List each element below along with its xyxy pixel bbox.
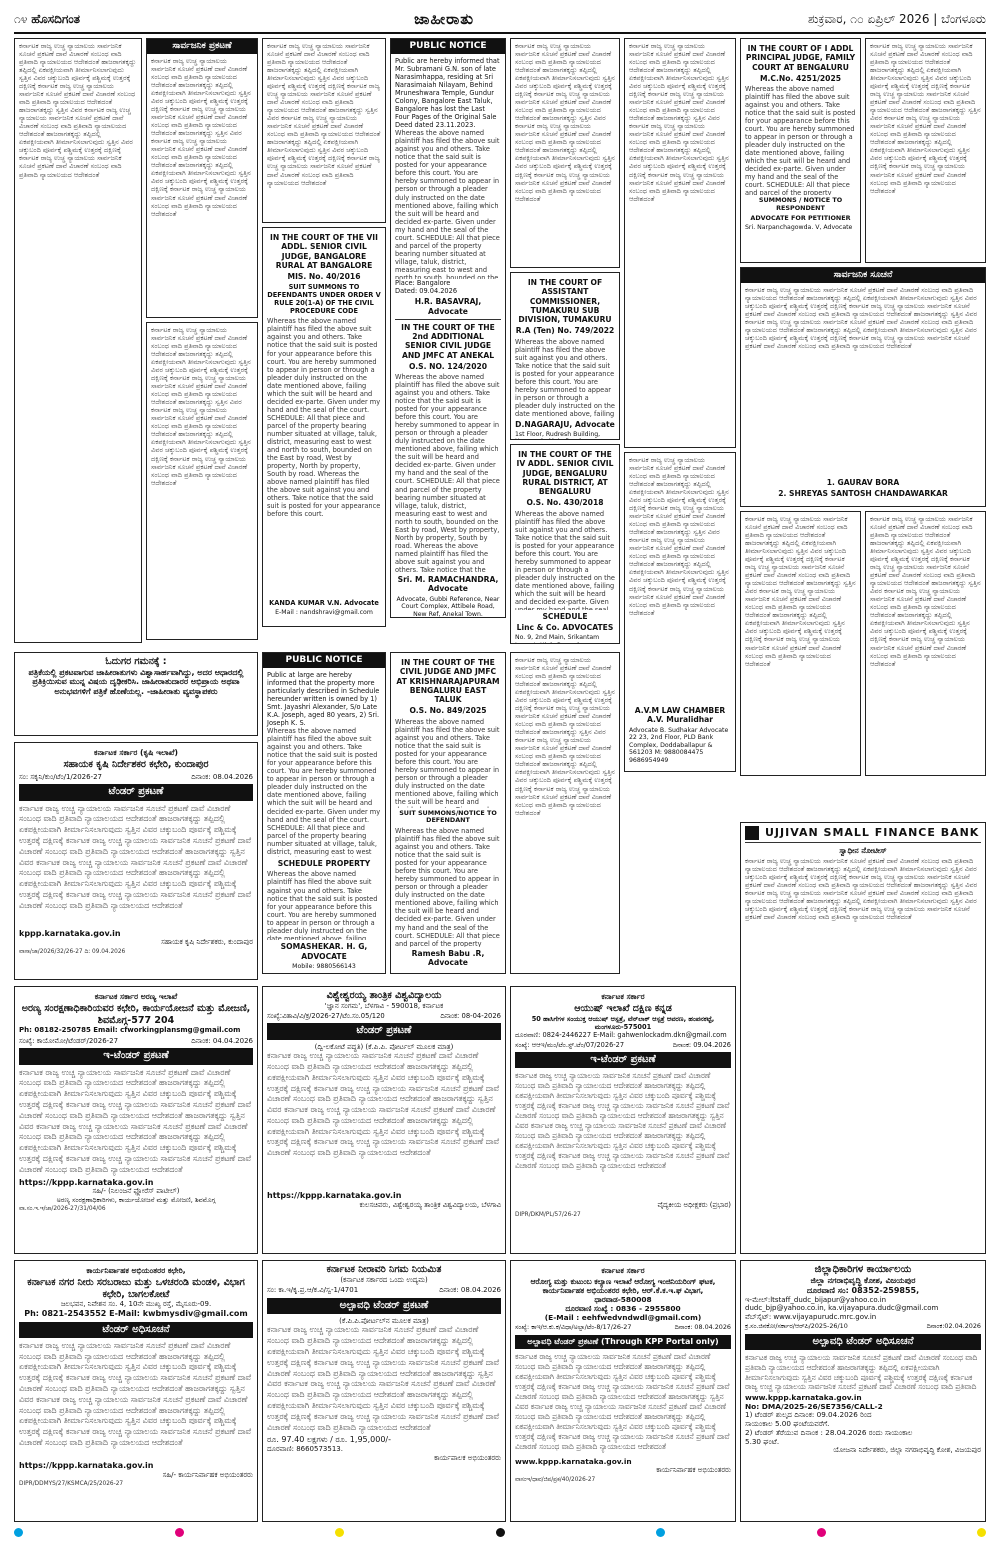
masthead-left	[14, 12, 80, 27]
tender-ddpi: DIPR/DDMYS/27/KSMCA/25/2026-27	[19, 1481, 124, 1488]
tender-website[interactable]: www.kppp.karnataka.gov.in	[515, 1456, 632, 1466]
advocate-address: 1st Floor, Rudresh Building,	[515, 430, 601, 438]
tender-ref-row	[19, 1037, 253, 1046]
notice-body	[395, 129, 501, 279]
case-number: R.A (Ten) No. 749/2022	[515, 326, 615, 336]
tender-shivamogga	[14, 986, 258, 1256]
reg-dot	[977, 1528, 986, 1537]
tender-phone: ದೂರವಾಣಿ ಸಂ: 08352-259855,	[806, 1285, 920, 1295]
notice-body	[629, 456, 731, 704]
notice-body	[267, 727, 381, 857]
tender-ayush	[510, 986, 736, 1256]
tender-signatory: ಕುಲಸಚಿವರು, ವಿಶ್ವೇಶ್ವರಯ್ಯ ತಾಂತ್ರಿಕ ವಿಶ್ವವಿದ್ಯಾಲಯ, ಬೆಳಗಾವಿ	[359, 1200, 501, 1209]
tender-subtitle: (ಕರ್ನಾಟಕ ಸರ್ಕಾರದ ಒಂದು ಉದ್ಯಮ)	[340, 1275, 428, 1284]
tender-band: ಅಲ್ಪಾವಧಿ ಟೆಂಡರ್ ಪ್ರಕಟಣೆ (Through KPP Portal only)	[515, 1335, 731, 1349]
notice-body	[745, 857, 981, 1242]
advocate-address: No. 9, 2nd Main, Srikantam	[515, 634, 600, 641]
signatory-1: 1. GAURAV BORA	[826, 477, 900, 487]
reg-dot	[817, 1528, 826, 1537]
tender-gov: ಕರ್ನಾಟಕ ಸರ್ಕಾರ	[601, 992, 645, 1001]
notice-kannada-11	[510, 652, 620, 974]
notice-body	[870, 42, 981, 260]
tender-phone: ದೂರವಾಣಿ ಸಂಖ್ಯೆ : 0836 - 2955800	[565, 1304, 681, 1314]
tender-item: ಸಾಯಂಕಾಲ 5.00 ಘಂಟೆಯವರೆಗೆ.	[745, 1419, 830, 1429]
column-7-top	[740, 38, 986, 267]
advocate-name: A.V.M LAW CHAMBER A.V. Muralidhar	[634, 706, 726, 725]
tender-office: ಜಿಲ್ಲಾಧಿಕಾರಿಗಳ ಕಾರ್ಯಾಲಯ	[814, 1264, 912, 1275]
tender-band: ಅಲ್ಪಾವಧಿ ಟೆಂಡರ್ ಪ್ರಕಟಣೆ	[267, 1298, 501, 1314]
notice-kannada-6	[624, 38, 736, 448]
tender-ref-row	[267, 1012, 501, 1020]
reader-note-box	[14, 652, 258, 736]
notice-body	[745, 85, 856, 195]
reg-dot	[335, 1528, 344, 1537]
tender-box	[510, 1260, 736, 1522]
tender-body	[515, 1071, 731, 1201]
tender-box	[262, 1260, 506, 1522]
tender-signatory-2: ಅರಣ್ಯ ಸಂರಕ್ಷಣಾಧಿಕಾರಿಗಳು, ಕಾರ್ಯಯೋಜನೆ ಮತ್ತು ಮೋಜಣಿ, ಶಿವಮೊಗ್ಗ	[56, 1195, 216, 1204]
summons-heading: SUIT SUMMONS TO DEFENDANTS UNDER ORDER V RULE 20(1-A) OF THE CIVIL PROCEDURE CODE	[267, 283, 381, 316]
advocate-name: KANDA KUMAR V.N. Advocate	[269, 599, 379, 608]
advocate-mobile: Mobile: 9880566143	[292, 962, 356, 970]
court-title: IN THE COURT OF THE CIVIL JUDGE AND JMFC AT KRISHNARAJAPURAM BENGALURU EAST TALUK	[396, 658, 500, 704]
tender-gov: ಕರ್ನಾಟಕ ಸರ್ಕಾರ (ಕೃಷಿ ಇಲಾಖೆ)	[94, 748, 178, 757]
tender-kwsdb	[14, 1260, 258, 1524]
section-title: ಜಾಹೀರಾತು	[414, 10, 475, 28]
tender-date: ದಿನಾಂಕ: 09.04.2026	[672, 1040, 731, 1049]
advocate-address: Advocate B. Sudhakar Advocate 22 23, 2nd Floor, PLD Bank Complex, Doddaballapur & 561203 M: 9880084475 9686954949	[629, 726, 729, 764]
tender-date: ದಿನಾಂಕ: 08.04.2026	[674, 1323, 731, 1332]
tender-item: 2) ಟೆಂಡರ್ ತೆರೆಯುವ ದಿನಾಂಕ : 28.04.2026 ರಂದು ಸಾಯಂಕಾಲ	[745, 1427, 913, 1437]
tender-kundapura	[14, 742, 258, 982]
tender-ddpi: DIPR/DKM/PL/57/26-27	[515, 1211, 581, 1218]
tender-emd: ರೂ. 1,95,000/-	[335, 1435, 392, 1445]
tender-ref-row	[267, 1286, 501, 1295]
tender-vtu	[262, 986, 506, 1256]
column-3	[262, 38, 386, 650]
tender-item: 1) ಟೆಂಡರ್ ಶುಲ್ಕದ ದಿನಾಂಕ: 09.04.2026 ರಿಂದ	[745, 1410, 872, 1420]
tender-box	[14, 986, 258, 1254]
advocate-label: ADVOCATE FOR PETITIONER	[750, 213, 851, 222]
tender-vijayapura	[740, 1260, 986, 1524]
notice-body	[151, 326, 253, 636]
notice-date: Dated: 09.04.2026	[395, 287, 458, 296]
tender-office: ಸಹಾಯಕ ಕೃಷಿ ನಿರ್ದೇಶಕರ ಕಛೇರಿ, ಕುಂದಾಪುರ	[63, 759, 209, 771]
bank-header	[745, 826, 981, 843]
tender-phone: ದೂರವಾಣಿ: 8660573513.	[267, 1445, 343, 1454]
court-title: IN THE COURT OF THE IV ADDL. SENIOR CIVIL JUDGE, BENGALURU RURAL DISTRICT, AT BENGALURU	[516, 450, 614, 496]
tender-university: ವಿಶ್ವೇಶ್ವರಯ್ಯ ತಾಂತ್ರಿಕ ವಿಶ್ವವಿದ್ಯಾಲಯ	[326, 990, 442, 1001]
tender-date: ದಿನಾಂಕ: 08.04.2026	[191, 772, 253, 781]
tender-date: ದಿನಾಂಕ: 08.04.2026	[439, 1286, 501, 1295]
case-number: MIS. No. 40/2016	[287, 272, 361, 281]
notice-iv-addl	[510, 444, 620, 644]
tender-phone: ದೂರವಾಣಿ: 0824-2446227 E-Mail: gahwenlockadm.dkn@gmail.com	[515, 1030, 727, 1039]
schedule-heading: SCHEDULE	[542, 611, 588, 621]
court-title: IN THE COURT OF THE 2nd ADDITIONAL SENIOR CIVIL JUDGE AND JMFC AT ANEKAL	[401, 322, 495, 360]
tender-ddpi: ವಾ.ಸಂ.ಇ.ಇ/ಜಾ/2026-27/31/04/06	[19, 1205, 106, 1212]
tender-subtitle: ಜಿಲ್ಲಾ ನಗರಾಭಿವೃದ್ಧಿ ಕೋಶ, ವಿಜಯಪುರ	[810, 1276, 916, 1286]
tender-ref-row	[515, 1041, 731, 1049]
tender-signatory: ಸಹಿ/- ಕಾರ್ಯನಿರ್ವಾಹಕ ಅಭಿಯಂತರರು	[162, 1470, 253, 1479]
signatory-2: 2. SHREYAS SANTOSH CHANDAWARKAR	[778, 489, 948, 499]
notice-body	[515, 510, 615, 610]
advocate-email: E-Mail : nandshravi@gmail.com	[275, 609, 373, 617]
column-7	[740, 38, 986, 818]
tender-box	[14, 742, 258, 980]
tender-dept: ಕಾರ್ಯನಿರ್ವಾಹಕ ಅಭಿಯಂತರರ ಕಛೇರಿ,	[86, 1266, 186, 1275]
tender-ref: ಸಂ: ಸಕೃನಿ/ಕುಂ/ಟೆಂ/1/2026-27	[19, 772, 103, 781]
notice-lead: Public are hereby informed that Mr. Subramani G.N. son of late Narasimhappa, residing at Sri Narasimaiah Nilayam, Behind Mruneshwara Temple, Gundur Colony, Bangalore East Taluk, Bangalore has lost the Last Four Pages of the Original Sale Deed dated 23.11.2023.	[395, 56, 500, 130]
reg-dot	[656, 1528, 665, 1537]
case-number: O.S. NO. 124/2020	[408, 361, 488, 371]
newspaper-logo: ಹೊಸದಿಗಂತ	[31, 11, 81, 26]
column-7-bottom	[740, 511, 986, 780]
notice-kannada-9	[740, 511, 861, 776]
advocate-name: Sri. Narpanchagowda. V, Advocate	[745, 224, 853, 232]
tender-date: ದಿನಾಂಕ: 08-04-2026	[440, 1012, 501, 1021]
column-4	[390, 38, 506, 650]
tender-phone: Ph: 08182-250785 Email: cfworkingplansmg@gmail.com	[19, 1026, 241, 1035]
case-number: M.C.No. 4251/2025	[759, 73, 842, 83]
tender-band: ಟೆಂಡರ್ ಅಧಿಸೂಚನೆ	[19, 1322, 253, 1338]
tender-ref: ಕ್ರ.ಸಂ.ಜಿನಕೋ/ಸರ್ಕಾರ/ಆರ್‌ಪಿ/2025-26/10	[745, 1322, 848, 1331]
tender-ref-row	[515, 1324, 731, 1332]
notice-kannada-7	[624, 452, 736, 772]
tender-office: ಆರೋಗ್ಯ ಮತ್ತು ಕುಟುಂಬ ಕಲ್ಯಾಣ ಇಲಾಖೆ ಆರೋಗ್ಯ ಇಂಜಿನಿಯರಿಂಗ್ ಘಟಕ, ಕಾರ್ಯನಿರ್ವಾಹಕ ಅಭಿಯಂತರರ ಕಛೇರಿ, ಆರ್.ಕೆ.ಕ.ಇ.ಘ ವಿಭಾಗ, ಧಾರವಾಡ-580008	[530, 1277, 716, 1305]
date-line: ಶುಕ್ರವಾರ, ೧೦ ಏಪ್ರಿಲ್ 2026 | ಬೆಂಗಳೂರು	[808, 11, 986, 26]
tender-signatory: ಸಹಾಯಕ ಕೃಷಿ ನಿರ್ದೇಶಕರು, ಕುಂದಾಪುರ	[161, 938, 253, 947]
tender-ref: ಸಂಖ್ಯೆ: ಕಾಯೋಮೋ/ಟೆಂಡರ್/2026-27	[19, 1036, 119, 1045]
case-number: O.S. No. 430/2018	[526, 498, 604, 508]
notice-body-2	[395, 827, 501, 947]
tender-body	[515, 1352, 731, 1457]
notice-tumakuru	[510, 272, 620, 440]
schedule-body	[267, 870, 381, 940]
tender-ref: ಸಂ: ಕಾ.ಇ/ಕೃ.ಪ್ರ.ಆ/ಕ.ವಿ/ಸ್ವ-1/4701	[267, 1286, 359, 1295]
column-6	[624, 38, 736, 818]
tender-office: ಆಯುಷ್ ಇಲಾಖೆ ದಕ್ಷಿಣ ಕನ್ನಡ	[574, 1003, 672, 1015]
tender-dharwad	[510, 1260, 736, 1524]
tender-subtitle-2: (ಕೆ.ಪಿ.ಪಿ.ಪೋರ್ಟಲ್‌ನ ಮೂಲಕ ಮಾತ್ರ)	[339, 1316, 429, 1325]
tender-web[interactable]: ವೆಬ್‌ಸೈಟ್: www.vijayapurudc.mrc.gov.in	[745, 1312, 877, 1321]
tender-email: (E-Mail : eehfwedvndwdl@gmail.com)	[544, 1313, 702, 1323]
reg-dot	[14, 1528, 23, 1537]
notice-body	[745, 515, 856, 773]
row-2-middle	[262, 652, 622, 982]
notice-body	[395, 718, 501, 808]
tender-amount: ರೂ. 97.40 ಲಕ್ಷಗಳು	[267, 1435, 328, 1445]
reader-note-title: ಓದುಗರ ಗಮನಕ್ಕೆ :	[105, 656, 167, 667]
notice-heading: ಸಾರ್ವಜನಿಕ ಪ್ರಕಟಣೆ	[147, 39, 257, 54]
notice-kannada-1	[14, 38, 142, 643]
notice-kr-puram	[390, 652, 506, 974]
notice-saarvajanika	[740, 267, 986, 507]
notice-body	[629, 42, 731, 444]
tender-gov: ಕರ್ನಾಟಕ ಸರ್ಕಾರ	[601, 1266, 645, 1275]
tender-place: 'ಜ್ಞಾನ ಸಂಗಮ', ಬೆಳಗಾವಿ - 590018, ಕರ್ನಾಟಕ	[324, 1001, 444, 1010]
page-number: ೧೪	[14, 11, 28, 26]
notice-heading: PUBLIC NOTICE	[391, 39, 505, 54]
column-2	[146, 38, 258, 650]
tender-signatory: ಸಹಿ/- (ನಿಲಂಜನೆ ಫ್ಲೋರೆಸ್ ಪಾಟೀಲ್)	[92, 1187, 180, 1196]
tender-kniml	[262, 1260, 506, 1524]
advocate-name: Sri. M. RAMACHANDRA, Advocate	[397, 575, 499, 594]
notice-kannada-8	[865, 38, 986, 263]
tender-body	[19, 1341, 253, 1461]
tender-phone: Ph: 0821-2543552 E-Mail: kwbmysdiv@gmail.com	[24, 1308, 248, 1318]
notice-body	[870, 515, 981, 773]
notice-heading: PUBLIC NOTICE	[263, 653, 385, 668]
tender-item: 5.30 ಘಂಟೆ.	[745, 1436, 780, 1446]
tender-body	[745, 1353, 981, 1393]
notice-kannada-2	[146, 38, 258, 318]
advocate-name: Linc & Co. ADVOCATES	[516, 622, 614, 632]
tender-website[interactable]: https://kppp.karnataka.gov.in	[19, 1460, 154, 1470]
notice-public-2	[262, 652, 386, 974]
summons-heading: SUIT SUMMONS/NOTICE TO DEFENDANT	[399, 808, 497, 825]
tender-amounts: ರೂ. 97.40 ಲಕ್ಷಗಳು / ರೂ. 1,95,000/-	[267, 1435, 392, 1445]
tender-date: ದಿನಾಂಕ: 04.04.2026	[191, 1036, 253, 1045]
tender-gov: ಕರ್ನಾಟಕ ಸರ್ಕಾರ ಅರಣ್ಯ ಇಲಾಖೆ	[94, 992, 178, 1001]
tender-email-2: dudc_bjp@yahoo.co.in, ka.vijayapura.dudc@gmail.com	[745, 1304, 939, 1313]
bank-box	[740, 822, 986, 1254]
notice-vii-addl	[262, 227, 386, 627]
advocate-name: D.NAGARAJU, Advocate	[515, 419, 615, 429]
tender-band: ಟೆಂಡರ್ ಪ್ರಕಟಣೆ	[267, 1023, 501, 1039]
tender-box	[262, 986, 506, 1254]
notice-kannada-5	[510, 38, 620, 268]
tender-band: ಇ-ಟೆಂಡರ್ ಪ್ರಕಟಣೆ	[515, 1052, 731, 1068]
tender-body	[19, 1068, 253, 1178]
court-title: IN THE COURT OF I ADDL PRINCIPAL JUDGE, FAMILY COURT AT BENGALURU	[745, 44, 856, 72]
tender-office: ಅರಣ್ಯ ಸಂರಕ್ಷಣಾಧಿಕಾರಿಯವರ ಕಛೇರಿ, ಕಾರ್ಯಯೋಜನೆ ಮತ್ತು ಮೋಜಣಿ, ಶಿವಮೊಗ್ಗ-577 204	[21, 1003, 251, 1026]
registration-marks	[0, 1528, 1000, 1540]
tender-ddpi: ವಾಸಂಇ/ಧಾವ/ಜಿಪ/ಪ್ರಕ/40/2026-27	[515, 1476, 596, 1483]
tender-dma: No: DMA/2025-26/SE7356/CALL-2	[745, 1402, 883, 1412]
schedule-heading: SCHEDULE PROPERTY	[277, 859, 371, 869]
court-title: IN THE COURT OF THE VII ADDL. SENIOR CIVIL JUDGE, BANGALORE RURAL AT BANGALORE	[270, 233, 378, 270]
bank-logo-icon	[745, 826, 759, 840]
notice-body	[19, 42, 137, 640]
tender-body	[267, 1051, 501, 1191]
tender-website[interactable]: kppp.karnataka.gov.in	[19, 928, 121, 938]
tender-ref-row	[745, 1323, 981, 1331]
notice-body	[515, 338, 615, 418]
tender-ref: ಸಂಖ್ಯೆ: ಆಆಇ/ಮಂ/ಟೆಂ.ಸ್ಟ್.ಟೆಂ/07/2026-27	[515, 1040, 625, 1049]
notice-heading: ಸಾರ್ವಜನಿಕ ಸೂಚನೆ	[741, 268, 985, 283]
tender-signatory: ಕಾರ್ಯನಿರ್ವಾಹಕ ಅಭಿಯಂತರರು	[656, 1466, 731, 1474]
tender-signatory: ಕಾರ್ಯಪಾಲಕ ಅಭಿಯಂತರರು	[434, 1453, 501, 1462]
tender-signatory: ಯೋಜನಾ ನಿರ್ದೇಶಕರು, ಜಿಲ್ಲಾ ನಗರಾಭಿವೃದ್ಧಿ ಕೋಶ, ವಿಜಯಪುರ	[833, 1446, 981, 1455]
notice-ujjivan	[740, 822, 986, 1256]
tender-date: ದಿನಾಂಕ:02.04.2026	[926, 1322, 981, 1331]
notice-kannada-10	[865, 511, 986, 776]
tender-website[interactable]: https://kppp.karnataka.gov.in	[267, 1191, 402, 1201]
notice-place: Place: Bangalore	[395, 279, 451, 288]
reader-note	[14, 652, 258, 738]
notice-kannada-4	[262, 38, 386, 223]
notice-body	[515, 656, 615, 971]
notice-body	[395, 373, 501, 573]
tender-email-1: ಇ-ಮೇಲ್:ltstaff_dudc_bijapur@yahoo.co.in	[745, 1295, 887, 1304]
row-2-notices	[262, 652, 622, 978]
notice-title: ಸ್ವಾಧೀನ ನೋಟೀಸ್	[839, 846, 887, 855]
reg-dot	[496, 1528, 505, 1537]
tender-body	[267, 1325, 501, 1435]
court-title: IN THE COURT OF ASSISTANT COMMISSIONER, TUMAKURU SUB DIVISION, TUMAKURU	[518, 278, 612, 324]
tender-band: ಅಲ್ಪಾವಧಿ ಟೆಂಡರ್ ಅಧಿಸೂಚನೆ	[745, 1334, 981, 1350]
notice-body	[151, 57, 253, 315]
tender-office: ಕರ್ನಾಟಕ ನಗರ ನೀರು ಸರಬರಾಜು ಮತ್ತು ಒಳಚರಂಡಿ ಮಂಡಳಿ, ವಿಭಾಗ ಕಛೇರಿ, ಬಾಗಲಕೋಟೆ	[27, 1277, 245, 1300]
column-5	[510, 38, 620, 650]
tender-band: ಟೆಂಡರ್ ಪ್ರಕಟಣೆ	[19, 784, 253, 800]
notice-body	[745, 286, 981, 476]
tender-office: ಕರ್ನಾಟಕ ನೀರಾವರಿ ನಿಗಮ ನಿಯಮಿತ	[326, 1264, 442, 1275]
tender-box	[740, 1260, 986, 1522]
tender-body	[19, 804, 253, 929]
advocate-name: Ramesh Babu .R, Advocate	[411, 949, 485, 968]
notice-family-court	[740, 38, 861, 263]
notice-body	[515, 42, 615, 264]
tender-ref-row	[19, 773, 253, 782]
column-1	[14, 38, 142, 650]
tender-ddpi: ವಾಸಾ/ಜಾ/2026/32/26-27 ದಿ: 09.04.2026	[19, 948, 126, 955]
notice-body	[267, 317, 381, 597]
tender-ref: ಸಂಖ್ಯೆ: ಕಾಇ/ಆ.ಕು.ಕ/ವಿಧಾ/ಅಲ್ಪಾ/ಟೆಂ-8/17/26-27	[515, 1323, 632, 1332]
advocate-address: Advocate, Gubbi Reference, Near Court Complex, Attibele Road, New Ref, Anekal Town.	[396, 595, 500, 618]
tender-signatory: ವೈದ್ಯಕೀಯ ಅಧೀಕ್ಷಕರು (ಪ್ರಭಾರ)	[657, 1201, 731, 1210]
case-number: O.S. No. 849/2025	[409, 706, 487, 716]
tender-band: ಇ-ಟೆಂಡರ್ ಪ್ರಕಟಣೆ	[19, 1048, 253, 1064]
tender-website[interactable]: www.kppp.karnataka.gov.in	[745, 1393, 862, 1403]
tender-website[interactable]: https://kppp.karnataka.gov.in	[19, 1177, 154, 1187]
reader-note-body: ಪತ್ರಿಕೆಯಲ್ಲಿ ಪ್ರಕಟವಾಗುವ ಜಾಹೀರಾತುಗಳು ವಿಶ್ವಾಸಾರ್ಹವಾಗಿದ್ದು, ಅದರ ಆಧಾರದಲ್ಲಿ ಪ್ರತಿಕ್ರಿಯಿಸುವ ಮುನ್ನ ವಿಷಯ ದೃಢೀಕರಿಸಿ. ಜಾಹೀರಾತುದಾರರ ಅಭಿಪ್ರಾಯ ಅಥವಾ ಅನುಭವಗಳಿಗೆ ಪತ್ರಿಕೆ ಹೊಣೆಯಲ್ಲ. -ಜಾಹೀರಾತು ವ್ಯವಸ್ಥಾಪಕರು	[28, 667, 244, 697]
tender-ref: ಸಂಖ್ಯೆ:ವಿತಾವಿ/ವಿ/ಕ್ರ/2026-27/ಟೆಂ.ಸಂ.05/120	[267, 1012, 385, 1021]
notice-kannada-3	[146, 322, 258, 640]
advocate-name: H.R. BASAVRAJ, Advocate	[414, 297, 482, 316]
summons-heading: SUMMONS / NOTICE TO RESPONDENT	[758, 196, 843, 212]
advocate-name: SOMASHEKAR. H. G, ADVOCATE	[280, 942, 368, 961]
notice-lead: Public at large are hereby informed that the property more particularly described in Schedule hereunder written is owned by 1) Smt. Jayashri Alexander, S/o Late K.A. Joseph, aged 80 years, 2) Sri. Joseph K. S.	[267, 670, 380, 728]
notice-public-1	[390, 38, 506, 618]
masthead	[14, 6, 986, 34]
tender-subtitle: (ದ್ವಿ-ಲಕೋಟೆ ಪದ್ಧತಿ) (ಕೆ.ಪಿ.ಪಿ. ಪೋರ್ಟಲ್ ಮೂಲಕ ಮಾತ್ರ)	[314, 1042, 454, 1051]
reg-dot	[175, 1528, 184, 1537]
notice-body	[267, 42, 381, 220]
tender-subtitle: 50 ಹಾಸಿಗೆಗಳ ಸಂಯುಕ್ತ ಆಯುಷ್ ಆಸ್ಪತ್ರೆ, ವೆನ್‌ಲಾಕ್ ಆಸ್ಪತ್ರೆ ಆವರಣ, ಹಂಪನಕಟ್ಟೆ, ಮಂಗಳೂರು-575001	[531, 1014, 715, 1031]
tender-address: ಜಲಭವನ, ನಿವೇಶನ ಸಂ. 4, 10ನೇ ಮುಖ್ಯ ರಸ್ತೆ, ಮೈಸೂರು-09.	[60, 1300, 212, 1309]
tender-box	[510, 986, 736, 1254]
tender-box	[14, 1260, 258, 1522]
bank-name: UJJIVAN SMALL FINANCE BANK	[765, 826, 980, 840]
